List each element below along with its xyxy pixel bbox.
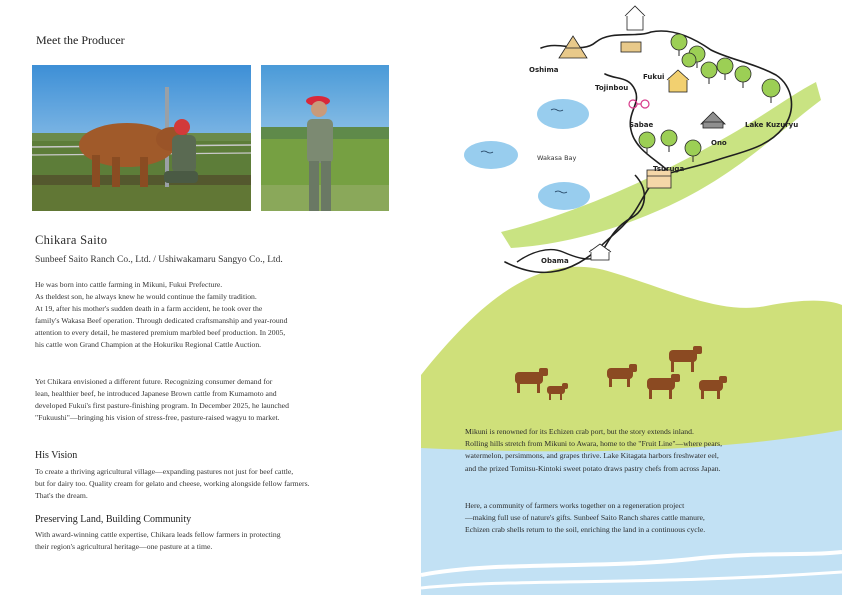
section-title: Meet the Producer (36, 33, 125, 47)
tree-icon (701, 62, 717, 78)
water-splotch (538, 182, 590, 210)
map-label-sabae: Sabae (629, 121, 654, 129)
farmer-portrait-photo (261, 65, 389, 211)
map-label-tsuruga: Tsuruga (653, 165, 685, 173)
fukui-castle-icon (667, 70, 689, 92)
bio-paragraph-1: He was born into cattle farming in Mikuni, Fukui Prefecture. As theldest son, he always knew he would continue the family tradition. At 19, after his mother's sudden death in a farm accident, he took over the family's Wakasa Beef operation. Through dedicated craftsmanship and year-round attention to every detail, he mastered premium marbled beef production. In 2005, his cattle won Grand Champion at the Hokuriku Regional Cattle Auction. (35, 280, 288, 350)
tree-icon (661, 130, 677, 146)
producer-name: Chikara Saito (35, 233, 108, 247)
glasses-icon (629, 100, 649, 108)
map-label-fukui: Fukui (643, 73, 665, 81)
farmer-with-cow-photo (32, 65, 251, 211)
map-label-lake-kuzuryu: Lake Kuzuryu (745, 121, 799, 129)
tree-icon (639, 132, 655, 148)
producer-company: Sunbeef Saito Ranch Co., Ltd. / Ushiwakamaru Sangyo Co., Ltd. (35, 255, 283, 265)
map-label-ono: Ono (711, 139, 727, 147)
green-hill (421, 267, 842, 452)
preserving-text: With award-winning cattle expertise, Chikara leads fellow farmers in protecting their region's agricultural heritage—one pasture at a time. (35, 530, 281, 552)
preserving-heading: Preserving Land, Building Community (35, 514, 192, 525)
map-label-tojinbou: Tojinbou (595, 84, 629, 92)
tree-icon (671, 34, 687, 50)
water-splotch (537, 99, 589, 129)
tree-icon (735, 66, 751, 82)
tree-icon (682, 53, 696, 67)
vision-text: To create a thriving agricultural village—expanding pastures not just for beef cattle, but for dairy too. Quality cream for gelato and cheese, working alongside fellow farmers. That's the dream. (35, 467, 310, 501)
map-label-obama: Obama (541, 257, 569, 265)
vision-heading: His Vision (35, 450, 78, 461)
tree-icon (762, 79, 780, 97)
dinosaur-museum-icon (701, 112, 725, 128)
obama-temple-icon (589, 244, 611, 260)
map-label-wakasa-bay: Wakasa Bay (537, 154, 577, 162)
map-label-oshima: Oshima (529, 66, 559, 74)
bio-paragraph-2: Yet Chikara envisioned a different future. Recognizing consumer demand for lean, healthier beef, he introduced Japanese Brown cattle from Kumamoto and developed Fukui's first pasture-finishing program. In December 2025, he launched "Fukuushi"—bringing his vision of stress-free, pasture-raised wagyu to market. (35, 377, 289, 423)
tree-icon (685, 140, 701, 156)
story-paragraph-1: Mikuni is renowned for its Echizen crab port, but the story extends inland. Rolling hills stretch from Mikuni to Awara, home to the "Fruit Line"—where pears, watermelon, persimmons, and grapes thrive. Lake Kitagata harbors freshwater eel, and the prized Tomitsu-Kintoki sweet potato draws pastry chefs from across Japan. (465, 427, 723, 473)
tree-icon (717, 58, 733, 74)
story-paragraph-2: Here, a community of farmers works together on a regeneration project —making full use of nature's gifts. Sunbeef Saito Ranch shares cattle manure, Echizen crab shells return to the soil, enriching the land in a continuous cycle. (465, 501, 706, 535)
temple-icon (621, 6, 645, 52)
water-splotch (464, 141, 518, 169)
